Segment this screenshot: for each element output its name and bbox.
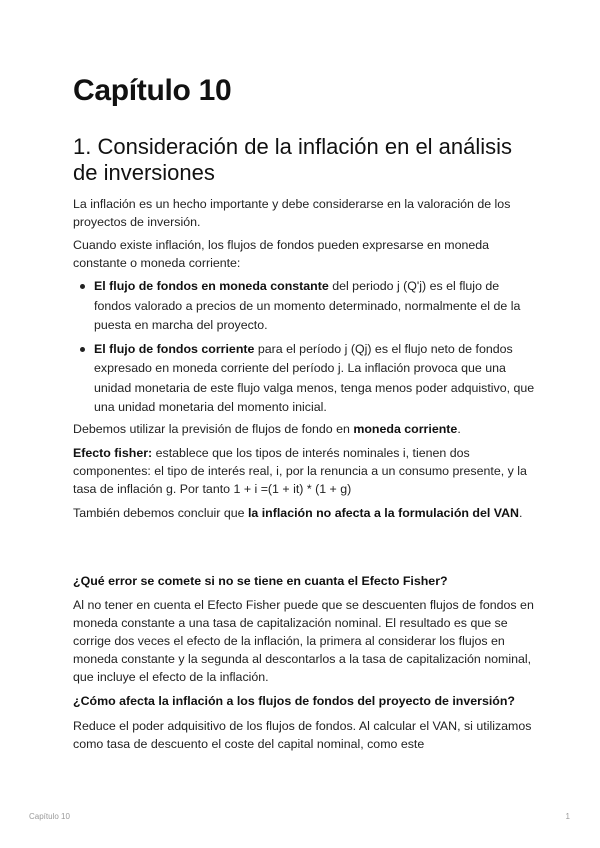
text-segment: . bbox=[457, 422, 461, 436]
question-heading: ¿Qué error se comete si no se tiene en cuanta el Efecto Fisher? bbox=[73, 574, 448, 588]
term-definition: para el período j (Qj) es el flujo neto de fondos expresado en moneda corriente del período j. La inflación provoca que una unidad monetaria de este flujo valga menos, tenga menos poder adquistivo, que una unidad monetaria del momento inicial. bbox=[94, 341, 535, 414]
paragraph-use-current bbox=[73, 420, 535, 438]
text-segment: establece que los tipos de interés nominales i, tienen dos componentes: el tipo de interés real, i, por la renuncia a un consumo presente, y la tasa de inflación g. Por tanto 1 + i =(1 + it) * (1 + g) bbox=[73, 446, 527, 496]
paragraph-fisher bbox=[73, 444, 535, 498]
term-bold: El flujo de fondos en moneda constante bbox=[94, 279, 329, 293]
section-title: 1. Consideración de la inflación en el análisis de inversiones bbox=[73, 134, 513, 185]
paragraph-conclusion bbox=[73, 504, 535, 522]
text-segment: Debemos utilizar la previsión de flujos de fondo en bbox=[73, 422, 354, 436]
term-definition: del periodo j (Q'j) es el flujo de fondos valorado a precios de un momento determinado, normalmente el de la puesta en marcha del proyecto. bbox=[94, 279, 521, 332]
chapter-title: Capítulo 10 bbox=[73, 74, 232, 107]
footer-chapter-label: Capítulo 10 bbox=[29, 812, 70, 821]
paragraph-intro: La inflación es un hecho importante y debe considerarse en la valoración de los proyectos de inversión. bbox=[73, 197, 511, 229]
bullet-icon bbox=[80, 347, 85, 352]
list-item bbox=[73, 340, 535, 418]
question-heading: ¿Cómo afecta la inflación a los flujos de fondos del proyecto de inversión? bbox=[73, 694, 516, 708]
bullet-icon bbox=[80, 284, 85, 289]
page-number: 1 bbox=[565, 812, 570, 821]
text-segment: . bbox=[519, 506, 523, 520]
term-bold: El flujo de fondos corriente bbox=[94, 341, 255, 356]
text-segment: También debemos concluir que bbox=[73, 506, 248, 520]
paragraph-flows: Cuando existe inflación, los flujos de fondos pueden expresarse en moneda constante o moneda corriente: bbox=[73, 238, 490, 270]
text-bold: la inflación no afecta a la formulación del VAN bbox=[247, 506, 519, 520]
answer-paragraph: Al no tener en cuenta el Efecto Fisher puede que se descuenten flujos de fondos en moneda constante a una tasa de capitalización nominal. El resultado es que se corrige dos veces el efecto de la inflación, la primera al considerar los flujos en moneda constante y la segunda al descontarlos a la tasa de capitalización nominal, que incluye el efecto de la inflación. bbox=[73, 598, 534, 684]
list-item bbox=[73, 277, 535, 336]
page-content bbox=[73, 72, 535, 751]
flow-types-list bbox=[73, 277, 535, 418]
text-bold: Efecto fisher: bbox=[73, 446, 153, 460]
answer-paragraph: Reduce el poder adquisitivo de los flujos de fondos. Al calcular el VAN, si utilizamos como tasa de descuento el coste del capital nominal, como este bbox=[73, 719, 532, 751]
text-bold: moneda corriente bbox=[353, 422, 458, 436]
